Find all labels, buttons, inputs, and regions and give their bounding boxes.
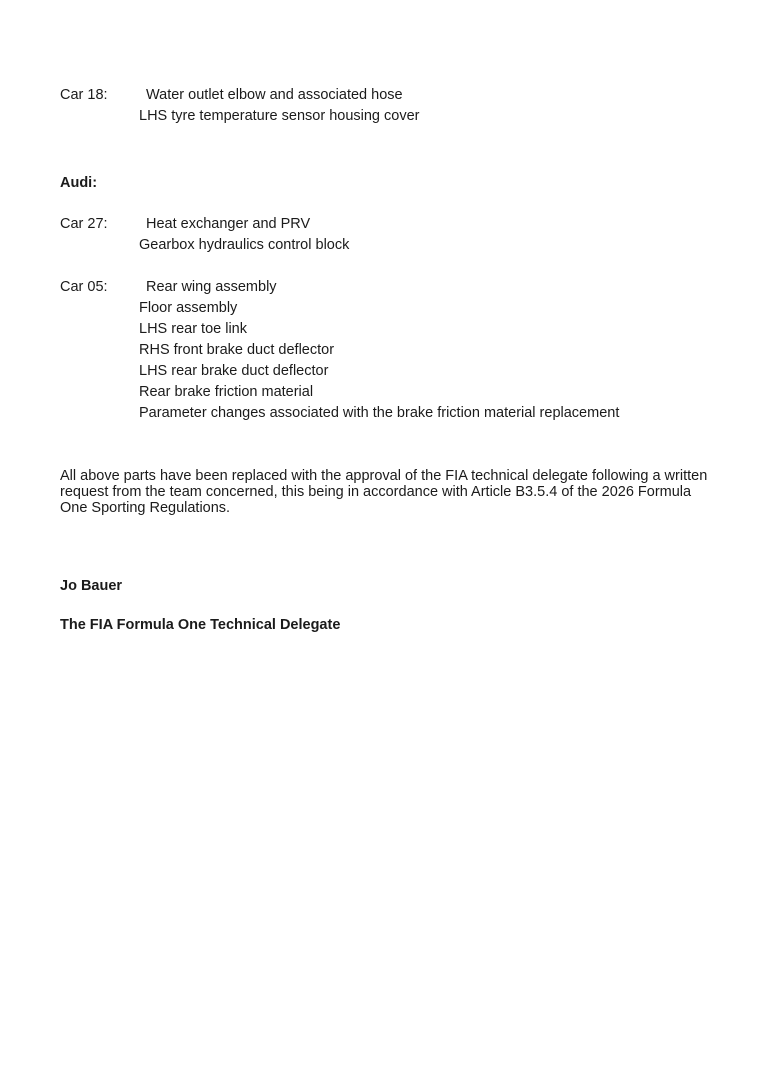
car-number-label: Car 18: bbox=[60, 87, 108, 103]
approval-statement: All above parts have been replaced with the approval of the FIA technical delegate following a written request from the team concerned, this being in accordance with Article B3.5.4 of the 2026 Formula One Sporting Regulations. bbox=[60, 468, 708, 516]
signature-name: Jo Bauer bbox=[60, 578, 123, 594]
replaced-parts-list bbox=[139, 277, 718, 424]
part-item: Floor assembly bbox=[139, 300, 238, 316]
car-entry-18 bbox=[60, 85, 718, 127]
part-item: Rear brake friction material bbox=[139, 384, 314, 400]
team-heading-audi: Audi: bbox=[60, 175, 98, 191]
part-item: Heat exchanger and PRV bbox=[146, 216, 311, 232]
part-item: LHS tyre temperature sensor housing cover bbox=[139, 108, 420, 124]
part-item: LHS rear toe link bbox=[139, 321, 247, 337]
part-item: Water outlet elbow and associated hose bbox=[146, 87, 403, 103]
document-content bbox=[60, 85, 718, 633]
signature-title: The FIA Formula One Technical Delegate bbox=[60, 617, 341, 633]
part-item: Parameter changes associated with the brake friction material replacement bbox=[139, 405, 620, 421]
car-entry-27 bbox=[60, 214, 718, 256]
replaced-parts-list bbox=[139, 214, 718, 256]
part-item: Gearbox hydraulics control block bbox=[139, 237, 350, 253]
part-item: RHS front brake duct deflector bbox=[139, 342, 335, 358]
part-item: Rear wing assembly bbox=[146, 279, 277, 295]
car-number-label: Car 05: bbox=[60, 279, 108, 295]
car-number-label: Car 27: bbox=[60, 216, 108, 232]
car-entry-05 bbox=[60, 277, 718, 424]
part-item: LHS rear brake duct deflector bbox=[139, 363, 329, 379]
replaced-parts-list bbox=[139, 85, 718, 127]
